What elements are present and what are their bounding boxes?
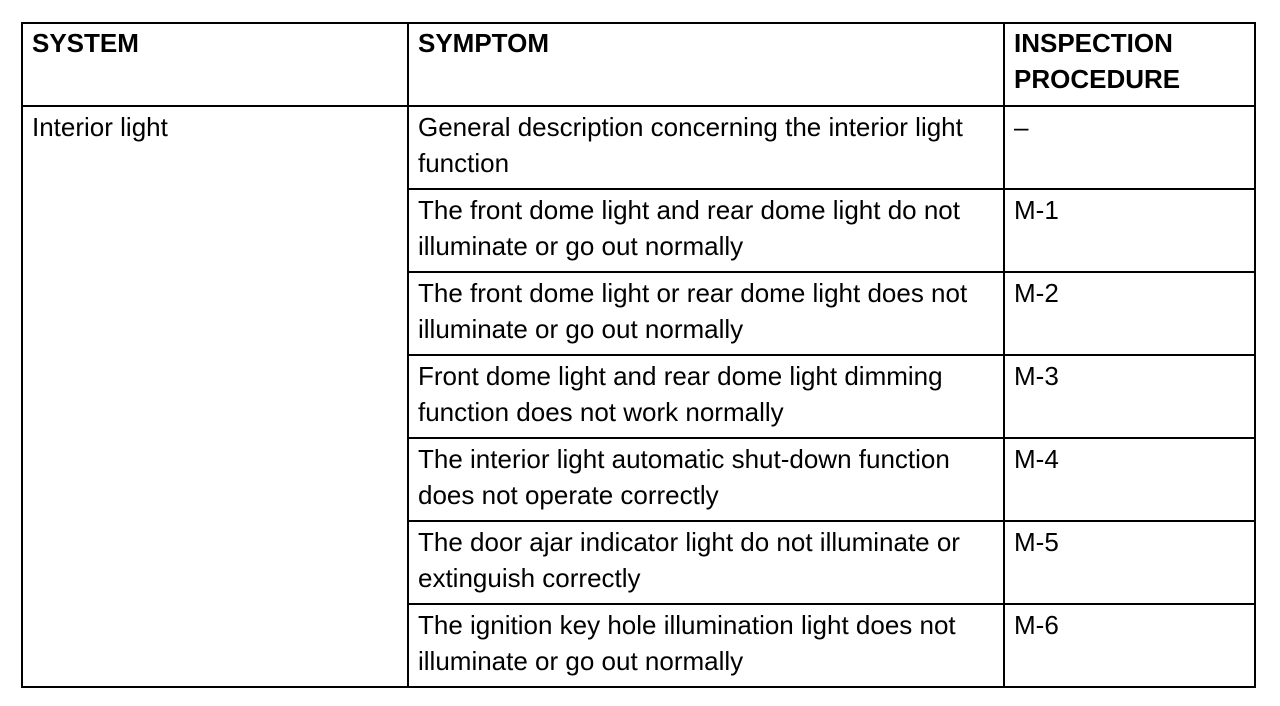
- procedure-cell: M-4: [1004, 438, 1255, 521]
- procedure-cell: –: [1004, 106, 1255, 189]
- symptom-cell: The front dome light and rear dome light do not illuminate or go out normally: [408, 189, 1004, 272]
- system-cell: Interior light: [22, 106, 408, 687]
- symptom-cell: The interior light automatic shut-down function does not operate correctly: [408, 438, 1004, 521]
- procedure-cell: M-5: [1004, 521, 1255, 604]
- symptom-cell: General description concerning the interior light function: [408, 106, 1004, 189]
- procedure-cell: M-3: [1004, 355, 1255, 438]
- symptom-cell: Front dome light and rear dome light dimming function does not work normally: [408, 355, 1004, 438]
- header-row: [22, 23, 1255, 106]
- header-inspection-procedure: INSPECTION PROCEDURE: [1004, 23, 1255, 106]
- symptom-cell: The door ajar indicator light do not illuminate or extinguish correctly: [408, 521, 1004, 604]
- header-symptom: SYMPTOM: [408, 23, 1004, 106]
- table-row: [22, 106, 1255, 189]
- symptom-table: [21, 22, 1256, 688]
- procedure-cell: M-1: [1004, 189, 1255, 272]
- symptom-cell: The ignition key hole illumination light does not illuminate or go out normally: [408, 604, 1004, 687]
- symptom-cell: The front dome light or rear dome light does not illuminate or go out normally: [408, 272, 1004, 355]
- procedure-cell: M-2: [1004, 272, 1255, 355]
- procedure-cell: M-6: [1004, 604, 1255, 687]
- header-system: SYSTEM: [22, 23, 408, 106]
